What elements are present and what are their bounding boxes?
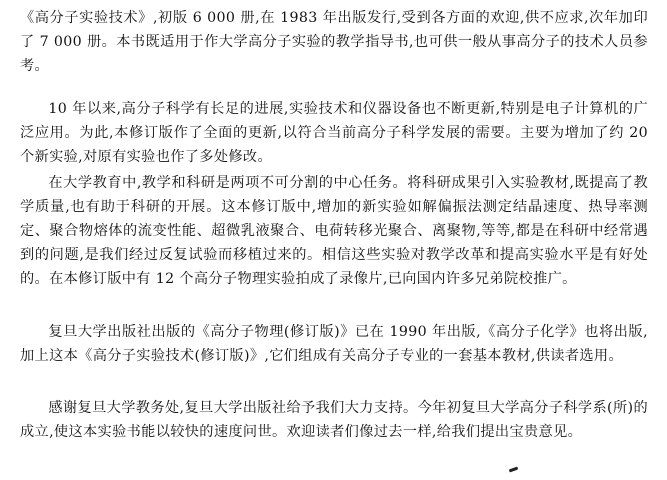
paragraph-first-edition: 《高分子实验技术》,初版 6 000 册,在 1983 年出版发行,受到各方面的欢迎,供不应求,次年加印了 7 000 册。本书既适用于作大学高分子实验的教学指导书,也可供一般从事高分子的技术人员参考。 [20,10,648,74]
paragraph-textbook-series: 复旦大学出版社出版的《高分子物理(修订版)》已在 1990 年出版,《高分子化学》也将出版,加上这本《高分子实验技术(修订版)》,它们组成有关高分子专业的一套基本教材,供读者选用。 [20,324,648,364]
paragraph-acknowledgements: 感谢复旦大学教务处,复旦大学出版社给予我们大力支持。今年初复旦大学高分子科学系(所)的成立,使这本实验书能以较快的速度问世。欢迎读者们像过去一样,给我们提出宝贵意见。 [20,400,648,440]
paragraph-teaching-research: 在大学教育中,教学和科研是两项不可分割的中心任务。将科研成果引入实验教材,既提高了教学质量,也有助于科研的开展。这本修订版中,增加的新实验如解偏振法测定结晶速度、热导率测定、聚合物熔体的流变性能、超微乳液聚合、电荷转移光聚合、离聚物,等等,都是在科研中经常遇到的问题,是我们经过反复试验而移植过来的。相信这些实验对教学改革和提高实验水平是有好处的。在本修订版中有 12 个高分子物理实验拍成了录像片,已向国内许多兄弟院校推广。 [20,175,648,287]
scan-speck [509,467,518,473]
paragraph-revision-reason: 10 年以来,高分子科学有长足的进展,实验技术和仪器设备也不断更新,特别是电子计算机的广泛应用。为此,本修订版作了全面的更新,以符合当前高分子科学发展的需要。主要为增加了约 20 个新实验,对原有实验也作了多处修改。 [20,101,648,165]
